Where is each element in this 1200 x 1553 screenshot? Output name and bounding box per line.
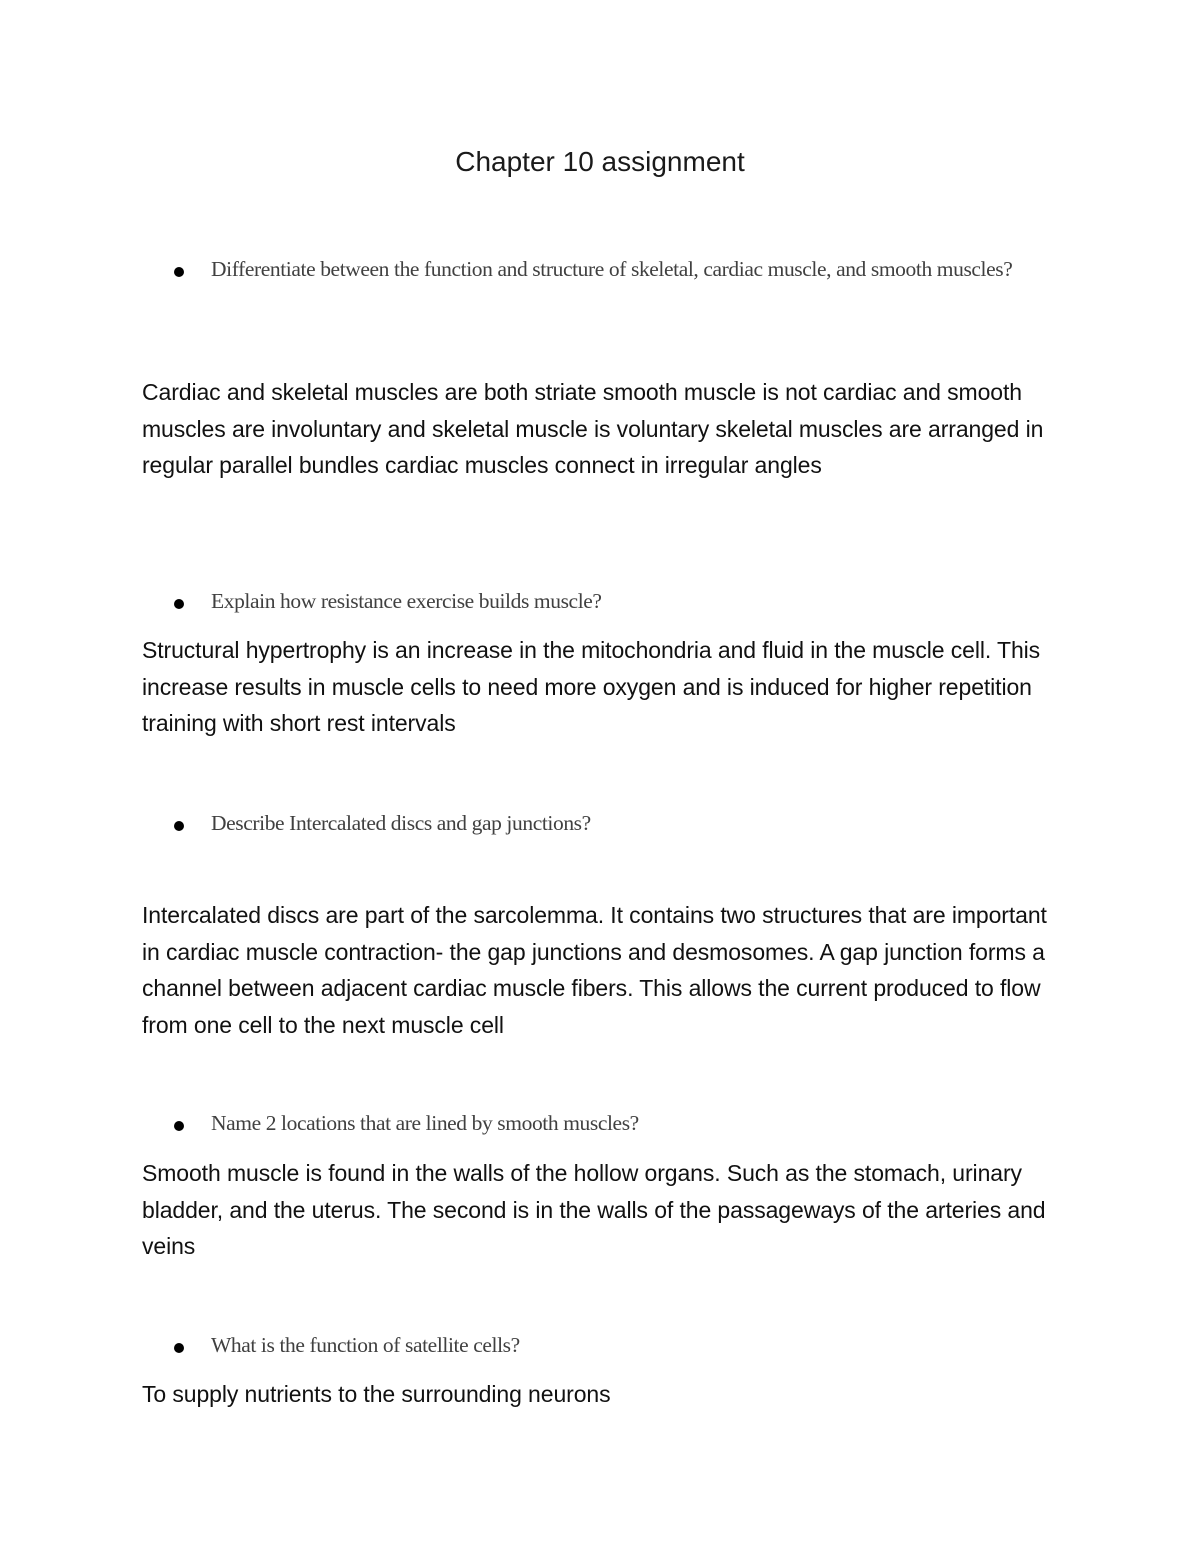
question-item <box>211 1108 1061 1139</box>
question-text: Differentiate between the function and structure of skeletal, cardiac muscle, and smooth muscles? <box>211 257 1013 281</box>
answer-paragraph: Smooth muscle is found in the walls of the hollow organs. Such as the stomach, urinary bladder, and the uterus. The second is in the walls of the passageways of the arteries and veins <box>142 1160 1046 1259</box>
answer-paragraph: To supply nutrients to the surrounding neurons <box>142 1381 611 1407</box>
answer-paragraph: Cardiac and skeletal muscles are both striate smooth muscle is not cardiac and smooth muscles are involuntary and skeletal muscle is voluntary skeletal muscles are arranged in regular parallel bundles cardiac muscles connect in irregular angles <box>142 379 1044 478</box>
bullet-icon <box>174 599 184 609</box>
answer-paragraph: Intercalated discs are part of the sarcolemma. It contains two structures that are important in cardiac muscle contraction- the gap junctions and desmosomes. A gap junction forms a channel between adjacent cardiac muscle fibers. This allows the current produced to flow from one cell to the next muscle cell <box>142 902 1047 1038</box>
question-text: Describe Intercalated discs and gap junctions? <box>211 811 591 835</box>
question-item <box>211 254 1061 285</box>
question-item <box>211 586 1061 617</box>
question-text: What is the function of satellite cells? <box>211 1333 520 1357</box>
bullet-icon <box>174 267 184 277</box>
question-text: Name 2 locations that are lined by smooth muscles? <box>211 1111 639 1135</box>
question-text: Explain how resistance exercise builds muscle? <box>211 589 602 613</box>
question-item <box>211 1330 1061 1361</box>
question-item <box>211 808 1061 839</box>
bullet-icon <box>174 1121 184 1131</box>
bullet-icon <box>174 1343 184 1353</box>
bullet-icon <box>174 821 184 831</box>
answer-paragraph: Structural hypertrophy is an increase in the mitochondria and fluid in the muscle cell. This increase results in muscle cells to need more oxygen and is induced for higher repetition training with short rest intervals <box>142 637 1041 736</box>
page-title: Chapter 10 assignment <box>455 146 745 177</box>
